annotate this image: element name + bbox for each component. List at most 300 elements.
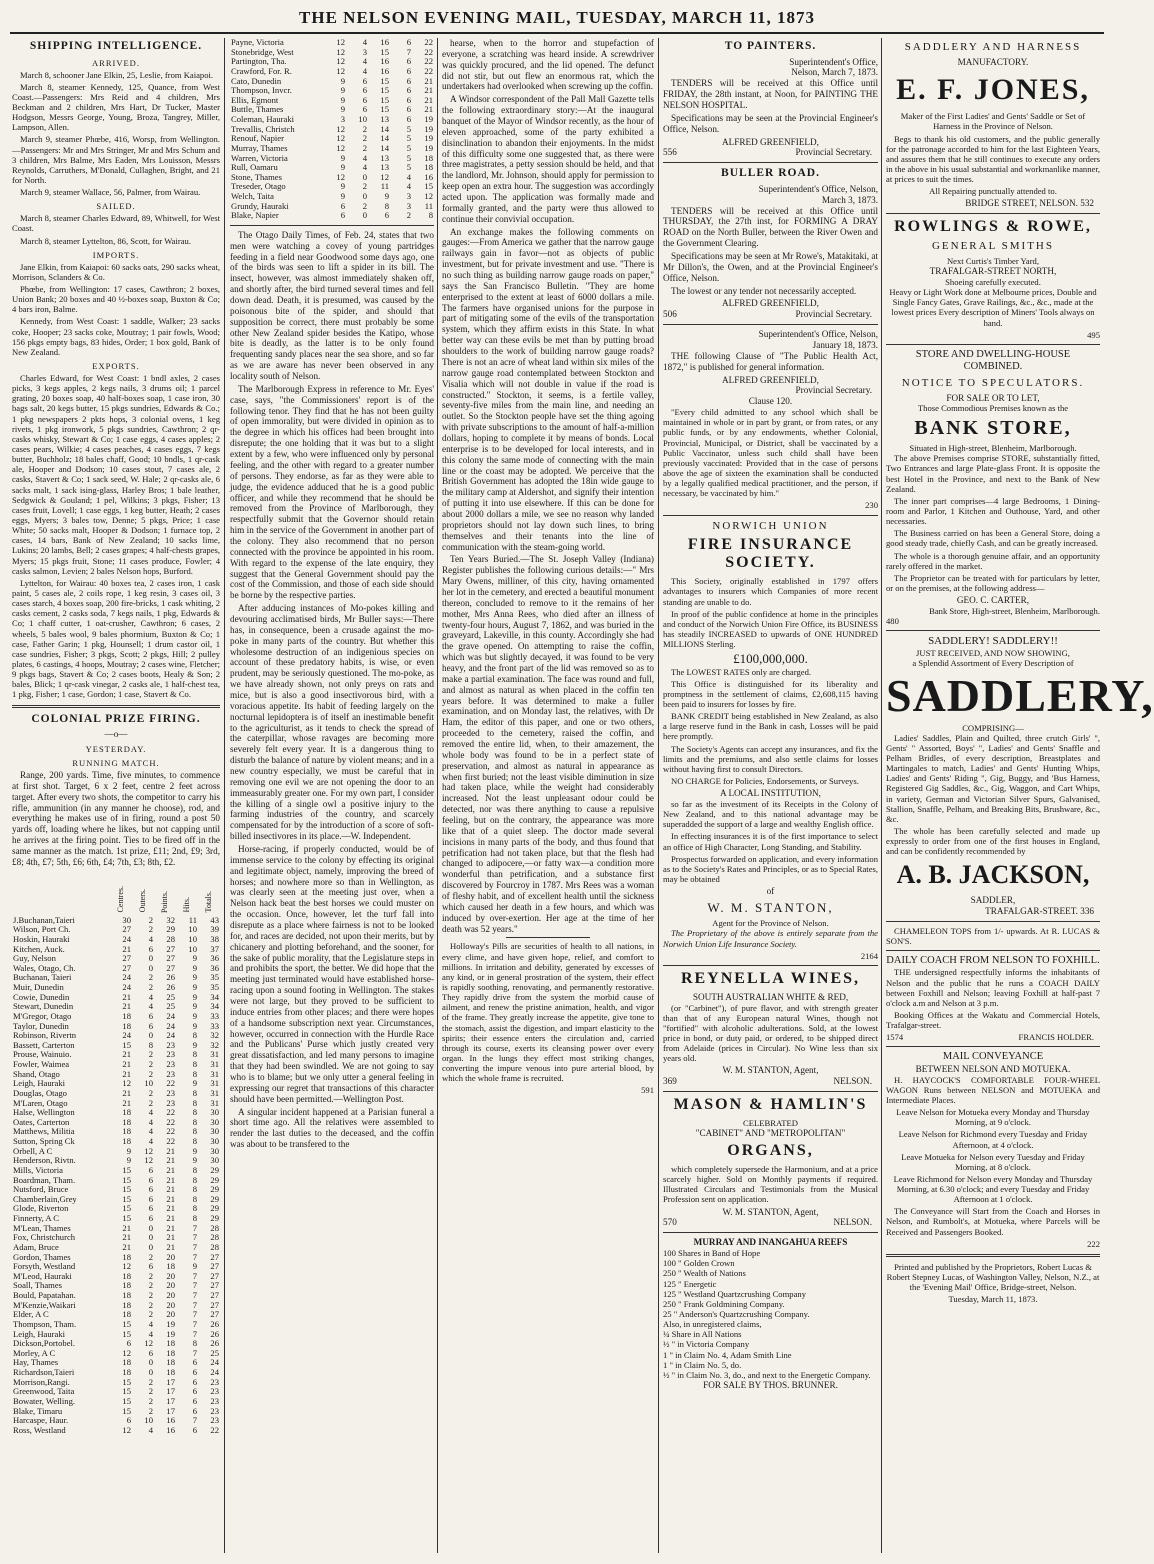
- score-cell: 21: [166, 1232, 175, 1243]
- export-entry: Lyttelton, for Wairau: 40 boxes tea, 2 cases iron, 1 cask paint, 5 cases ale, 2 coils rope, 1 keg resin, 3 cases oil, 3 cases starch, 4 boxes soap, 200 fire-bricks, 1 cask whiting, 2 casks cement, 2 casks soda, 7 kegs nails, 1 pkg, Edwards & Co; 1 chaff cutter, 1 oat-crusher, Cawthron; 6 cases, 2 wheels, 5 bales wool, 9 bales phormium, Buxton & Co; 1 case, Father Garin; 1 pkg, Hounsell; 1 drum castor oil, 1 case sundries, Fisher; 3 pkgs, Scott; 2 pkgs, Hill; 2 pulley plates, 6 castings, 4 hoops, Moutray; 2 cases wine, Fletcher; 9 pkgs bags, Stavert & Co; 2 cases boots, Healy & Son; 2 bales, Blick; 1 qr-cask vinegar, 2 casks ale, 1 half-chest tea, 1 pkg, Fisher; 1 case, Gordon; 1 case, Stavert & Co.: [12, 577, 220, 700]
- local-p3: Prospectus forwarded on application, and every information as to the Society's Rates and Principles, or as to Special Rates, may be obtained: [663, 853, 878, 885]
- score-cell: 7: [192, 1415, 197, 1426]
- score-cell: 4: [362, 152, 367, 163]
- address: TRAFALGAR-STREET.: [985, 905, 1078, 916]
- score-cell: 21: [166, 1155, 175, 1166]
- competitor-name: Prouse, Wainuio.: [13, 1049, 72, 1060]
- situated: Situated in High-street, Blenheim, Marlborough.: [909, 443, 1077, 454]
- score-cell: 5: [406, 133, 411, 144]
- mason-title: MASON & HAMLIN'S: [673, 1096, 868, 1114]
- score-cell: 21: [166, 1222, 175, 1233]
- health-text: THE following Clause of "The Public Health Act, 1872," is published for general information.: [663, 350, 878, 372]
- score-cell: 2: [362, 142, 367, 153]
- competitor-name: Grundy, Hauraki: [231, 200, 289, 211]
- score-cell: 24: [210, 1367, 219, 1378]
- saddlery-big: SADDLERY,: [886, 669, 1154, 721]
- score-cell: 21: [122, 1222, 131, 1233]
- score-cell: 20: [166, 1290, 175, 1301]
- masthead: THE NELSON EVENING MAIL, TUESDAY, MARCH 11, 1873: [299, 8, 815, 27]
- signature-title: Provincial Secretary.: [795, 385, 872, 396]
- score-cell: 32: [210, 1039, 219, 1050]
- score-cell: 4: [148, 1116, 153, 1127]
- store-p2: The inner part comprises—4 large Bedrooms, 1 Dining-room and Parlor, 1 Kitchen and Outhouse, Yard, and other necessaries.: [886, 495, 1100, 527]
- score-cell: 9: [384, 191, 389, 201]
- score-cell: 18: [122, 1357, 131, 1368]
- score-cell: 18: [122, 1116, 131, 1127]
- score-cell: 6: [406, 37, 411, 47]
- score-cell: 6: [192, 1367, 197, 1378]
- prize-rules: Range, 200 yards. Time, five minutes, to commence at first shot. Target, 6 x 2 feet, centre 2 feet across target. After every two shots, the competitor to carry his rifle, ammunition (in any manner he choose), rod, and everything he makes use of in firing, round a post 50 yards off, loading where he likes, but not capping until he arrives at the firing point. Ties to be fired off in the same manner as the match. 1st prize, £11; 2nd, £9; 3rd, £8; 4th, £7; 5th, £6; 6th, £4; 7th, £3; 8th, £2.: [12, 769, 220, 867]
- city: NELSON.: [833, 1217, 872, 1228]
- score-cell: 8: [192, 1097, 197, 1108]
- score-cell: 6: [148, 1261, 153, 1272]
- score-cell: 21: [122, 1049, 131, 1060]
- score-cell: 25: [210, 1347, 219, 1358]
- agent-city: [663, 1217, 878, 1228]
- score-cell: 2: [148, 1290, 153, 1301]
- col2-articles: [230, 230, 434, 1150]
- score-cell: 7: [192, 1347, 197, 1358]
- competitor-name: Ellis, Egmont: [231, 94, 279, 105]
- score-cell: 18: [166, 1261, 175, 1272]
- competitor-name: Kitchen, Auck.: [13, 943, 65, 954]
- score-cell: 22: [210, 1424, 219, 1435]
- local-p1: so far as the investment of its Receipts in the Colony of New Zealand, and to this national advantage may be superadded the support of a large and wealthy English office.: [663, 799, 878, 830]
- score-cell: 19: [424, 114, 433, 124]
- score-cell: 36: [210, 953, 219, 964]
- score-cell: 26: [210, 1328, 219, 1339]
- divider: [663, 162, 878, 163]
- divider: [886, 213, 1100, 214]
- share-entry: 125 " Energetic: [663, 1278, 717, 1289]
- score-cell: 3: [406, 191, 411, 201]
- score-cell: 26: [166, 982, 175, 993]
- score-cell: 15: [380, 85, 389, 96]
- score-cell: 2: [148, 914, 153, 925]
- score-cell: 22: [166, 1126, 175, 1137]
- score-cell: 9: [340, 152, 345, 163]
- share-entry: 25 " Anderson's Quartzcrushing Company.: [663, 1308, 810, 1319]
- score-cell: 30: [210, 1116, 219, 1127]
- score-cell: 6: [192, 1395, 197, 1406]
- score-cell: 21: [122, 1068, 131, 1079]
- score-cell: 23: [210, 1415, 219, 1426]
- competitor-name: Ross, Westland: [13, 1424, 66, 1435]
- score-cell: 4: [148, 1424, 153, 1435]
- address: BRIDGE STREET, NELSON.: [965, 198, 1078, 209]
- article-paragraph: hearse, when to the horror and stupefaction of everyone, a scratching was heard inside. A screwdriver was quickly procured, and the lid opened. The defunct did not stir, but out flew an enormous rat, which the undertakers had overlooked when screwing up the coffin.: [442, 38, 654, 92]
- ad-number: 532: [1080, 198, 1094, 209]
- score-cell: 0: [148, 1367, 153, 1378]
- score-cell: 16: [424, 171, 433, 182]
- score-cell: 6: [192, 1357, 197, 1368]
- reynella-sub: SOUTH AUSTRALIAN WHITE & RED,: [692, 991, 849, 1002]
- score-cell: 16: [380, 65, 389, 76]
- score-cell: 31: [210, 1097, 219, 1108]
- shipping-title: SHIPPING INTELLIGENCE.: [29, 40, 203, 52]
- yesterday-label: YESTERDAY.: [85, 743, 147, 754]
- competitor-name: Taylor, Dunedin: [13, 1020, 69, 1031]
- signature-name: ALFRED GREENFIELD,: [722, 136, 819, 147]
- score-cell: 15: [122, 1376, 131, 1387]
- score-cell: 6: [192, 1386, 197, 1397]
- score-cell: 8: [192, 1059, 197, 1070]
- competitor-name: Partington, Tha.: [231, 56, 287, 67]
- score-cell: 28: [166, 933, 175, 944]
- competitor-name: Douglas, Otago: [13, 1087, 67, 1098]
- score-cell: 5: [406, 123, 411, 134]
- score-cell: 24: [166, 1010, 175, 1021]
- score-cell: 9: [192, 1145, 197, 1156]
- schedule-entry: Leave Nelson for Richmond every Tuesday and Friday Afternoon, at 4 o'clock.: [898, 1129, 1088, 1150]
- score-cell: 8: [192, 1030, 197, 1041]
- score-cell: 4: [362, 56, 367, 67]
- local-p2: In effecting insurances it is of the first importance to select an office of High Character, Long Standing, and Stability.: [663, 831, 878, 852]
- score-cell: 8: [192, 1184, 197, 1195]
- score-cell: 20: [166, 1251, 175, 1262]
- score-cell: 22: [424, 56, 433, 67]
- score-cell: 2: [148, 1059, 153, 1070]
- score-cell: 11: [188, 914, 197, 925]
- sig-title: Provincial Secretary.: [795, 309, 872, 320]
- scores-table-1: [12, 870, 220, 1436]
- mail-between: BETWEEN NELSON AND MOTUEKA.: [915, 1063, 1071, 1074]
- score-cell: 23: [166, 1039, 175, 1050]
- holloway-ad: Holloway's Pills are securities of health to all nations, in every clime, and have given hope, relief, and comfort to millions. In irritation and debility, generated by excesses of any kind, or in general prostration of the system, their effect is rapidly soothing, renovating, and permanently restorative. They rapidly drive from the system the morbid cause of ailment, and renew the pristine animation, health, and vigor of the frame. They greatly increase the appetite, give tone to the stomach, assist the digestion, and impart elasticity to the spirits; their essence enters the circulation and, carried through its course, exerts its cleansing power over every organ. In the lungs they effect most striking changes, converting the impure venous into pure arterial blood, by which the whole frame is recruited.: [442, 941, 654, 1084]
- score-cell: 30: [210, 1136, 219, 1147]
- score-cell: 10: [188, 924, 197, 935]
- score-cell: 8: [192, 1136, 197, 1147]
- score-cell: 27: [210, 1299, 219, 1310]
- sailed-label: SAILED.: [96, 201, 136, 212]
- header-outers: Outers.: [138, 889, 148, 913]
- score-cell: 19: [424, 142, 433, 153]
- score-cell: 4: [362, 37, 367, 47]
- table-header: [154, 870, 176, 916]
- score-cell: 18: [424, 152, 433, 163]
- fire-p3: This Office is distinguished for its liberality and promptness in the settlement of claims, £2,608,115 having been paid to insurers for losses by fire.: [663, 678, 878, 710]
- conveyance-number: 222: [1087, 1238, 1100, 1249]
- score-cell: 6: [148, 1174, 153, 1185]
- score-cell: 9: [192, 1261, 197, 1272]
- article-paragraph: Horse-racing, if properly conducted, would be of immense service to the colony by effecting its original and legitimate object, namely, improving the breed of horses; and nowhere more so than in Wellington, as was clearly seen at the meeting just over, when a Nelson hack beat the best horses we could muster on the occasion. Once, however, let the turf fall into disrepute as a place where fairness is not to be looked for, and races are decided, not upon their merits, but by chicanery and plotting beforehand, and the sooner, for the sake of public morality, that the Legislature steps in and prohibits the sport, the better. We did hope that the meeting just terminated would have established horse-racing upon a sound footing in Wellington. The stakes were not large, but they proved to be sufficient to induce entries from other places; and there were hopes of a handsome subscription next year. Circumstances, however, occurred in connection with the Hurdle Race and the Publicans' Purse which justly created very great dissatisfaction, and led many persons to imagine that they had been swindled. We are not going to say who is to blame; but we only utter a general feeling in expressing our regret that transactions of this character should have been permitted.—Wellington Post.: [230, 844, 434, 1104]
- score-cell: 23: [166, 1059, 175, 1070]
- ad-number: 506: [663, 309, 677, 320]
- painters-text: TENDERS will be received at this Office until FRIDAY, the 28th instant, at Noon, for PAINTING THE NELSON HOSPITAL.: [663, 78, 878, 110]
- divider: [886, 344, 1100, 345]
- share-entry: 125 " Westland Quartzcrushing Company: [663, 1288, 806, 1299]
- score-cell: 6: [384, 210, 389, 221]
- stanton-name: W. M. STANTON,: [707, 900, 834, 916]
- score-cell: 18: [166, 1367, 175, 1378]
- score-cell: 6: [148, 1213, 153, 1224]
- divider: [663, 1232, 878, 1233]
- proprietary-note: The Proprietary of the above is entirely separate from the Norwich Union Life Insurance Society.: [663, 928, 878, 949]
- score-cell: 30: [210, 1107, 219, 1118]
- article-paragraph: The Marlborough Express in reference to Mr. Eyes' case, says, "the Commissioners' report is of the following tenor. They find that he has not been guilty of open immorality, but were divided in opinion as to the degree in which his offices had been brought into disrepute; the one holding that it was but to a slight extent by a few, who were influenced only by personal feeling, and the other with regard to a greater number of persons. They endorse, as far as they were able to judge, the evidence adduced that he is a good public officer, and while they recommend that he should be removed from the Province of Marlborough, they respectfully submit that the Governor should retain him in the service of the Government in another part of the colony. They also recommend that no person connected with the province be appointed in his room. With regard to the expense of the late enquiry, they suggest that the General Government should pay the cost of the Commission, and those of each side should be borne by the respective parties.: [230, 383, 434, 601]
- score-cell: 23: [210, 1395, 219, 1406]
- score-cell: 7: [192, 1251, 197, 1262]
- holder-name: FRANCIS HOLDER.: [1018, 1032, 1094, 1043]
- score-cell: 24: [122, 933, 131, 944]
- score-cell: 15: [380, 94, 389, 105]
- imprint-date: Tuesday, March 11, 1873.: [948, 1294, 1038, 1305]
- article-paragraph: A singular incident happened at a Parisian funeral a short time ago. All the relatives were assembled to render the last duties to the deceased, and the coffin was about to be transfered to the: [230, 1106, 434, 1150]
- score-cell: 20: [166, 1299, 175, 1310]
- competitor-name: Blake, Napier: [231, 210, 279, 221]
- score-cell: 32: [210, 1030, 219, 1041]
- score-cell: 19: [166, 1328, 175, 1339]
- health-date: January 18, 1873.: [812, 340, 878, 351]
- score-cell: 29: [210, 1184, 219, 1195]
- score-cell: 43: [210, 914, 219, 925]
- competitor-name: Henderson, Rivtn.: [13, 1155, 76, 1166]
- stanton-agent-line: W. M. STANTON, Agent,: [722, 1206, 819, 1217]
- score-cell: 14: [380, 133, 389, 144]
- score-cell: 28: [210, 1232, 219, 1243]
- competitor-name: Robinson, Rivertn: [13, 1030, 77, 1041]
- score-cell: 20: [166, 1280, 175, 1291]
- score-cell: 9: [340, 75, 345, 86]
- score-cell: 31: [210, 1049, 219, 1060]
- table-header: [198, 870, 220, 916]
- score-cell: 12: [336, 123, 345, 134]
- competitor-name: Wales, Otago, Ch.: [13, 962, 76, 973]
- score-cell: 6: [406, 85, 411, 96]
- stanton-agent-line: W. M. STANTON, Agent,: [722, 1065, 819, 1076]
- share-entry: ½ " in Claim No. 3, do., and next to the Energetic Company.: [663, 1369, 871, 1380]
- score-cell: 27: [166, 943, 175, 954]
- score-cell: 25: [166, 1001, 175, 1012]
- score-cell: 2: [362, 200, 367, 211]
- score-cell: 15: [122, 1193, 131, 1204]
- score-cell: 29: [210, 1164, 219, 1175]
- score-cell: 27: [210, 1251, 219, 1262]
- header-hits: Hits.: [182, 897, 192, 913]
- score-cell: 21: [122, 1087, 131, 1098]
- score-cell: 10: [358, 114, 367, 124]
- score-cell: 2: [148, 1251, 153, 1262]
- score-cell: 35: [210, 982, 219, 993]
- share-entry: Also, in unregistered claims,: [663, 1319, 762, 1330]
- score-cell: 23: [166, 1097, 175, 1108]
- score-cell: 2: [148, 1405, 153, 1416]
- score-cell: 20: [166, 1270, 175, 1281]
- score-cell: 4: [362, 65, 367, 76]
- score-cell: 22: [166, 1107, 175, 1118]
- curtis: Next Curtis's Timber Yard,: [946, 256, 1040, 267]
- score-cell: 7: [192, 1290, 197, 1301]
- score-cell: 2: [148, 1270, 153, 1281]
- buller-title: BULLER ROAD.: [721, 167, 820, 180]
- score-cell: 29: [210, 1174, 219, 1185]
- import-entry: Phœbe, from Wellington: 17 cases, Cawthron; 2 boxes, Union Bank; 20 boxes and 40 ½-boxes soap, Buxton & Co; 4 bars iron, Balme.: [12, 284, 220, 315]
- score-cell: 8: [192, 1087, 197, 1098]
- competitor-name: Hoskin, Hauraki: [13, 933, 70, 944]
- score-cell: 8: [192, 1193, 197, 1204]
- col3-articles: [442, 38, 654, 934]
- score-cell: 6: [148, 1184, 153, 1195]
- competitor-name: Bowater, Welling.: [13, 1395, 76, 1406]
- score-cell: 23: [210, 1386, 219, 1397]
- score-cell: 27: [122, 962, 131, 973]
- score-cell: 2: [148, 1299, 153, 1310]
- competitor-name: Thompson, Invcr.: [231, 85, 292, 96]
- clause-label: Clause 120.: [748, 396, 793, 407]
- score-cell: 26: [166, 972, 175, 983]
- competitor-name: Bassett, Carterton: [13, 1039, 75, 1050]
- competitor-name: Thompson, Tham.: [13, 1318, 77, 1329]
- store-p1: The above Premises comprise STORE, substantially fitted, Two Entrances and large Plate-glass Front. It is opposite the best Hotel in the Province, and next to the Bank of New Zealand.: [886, 453, 1100, 494]
- divider: [663, 515, 878, 516]
- clause-number: 230: [865, 500, 878, 511]
- table-row: [230, 211, 434, 221]
- buller-lowest: The lowest or any tender not necessarily accepted.: [671, 285, 857, 296]
- score-cell: 35: [210, 972, 219, 983]
- article-paragraph: After adducing instances of Mo-pokes killing and devouring acclimatised birds, Mr Buller says:—There has, in consequence, been a crusade against the mo-poke in many parts of the country. But whether this wholesome destruction of an indigenious species on account of these predatory habits, is wise, or even prudent, may be seriously questioned. The mo-poke, as we have already shown, not only preys on rats and mice, but is also a good insectivorous bird, with a voracious appetite. Its habit of feeding largely on the nocturnal lepidoptera is of itself an inestimable benefit to the agriculturist, as it tends to check the spread of the caterpillar, whose ravages are becoming more severely felt every year. It is a dangerous thing to disturb the balance of nature by violent means; and in a new country especially, we must be careful that in removing one evil we are not opening the door to an immeasurably greater one. For my own part, I consider the killing of a single owl a positive injury to the farming industries of the country, and scarcely compensated for by the introduction of a score of soft-billed insectivores in its place.—W. Independent.: [230, 603, 434, 842]
- score-cell: 9: [192, 991, 197, 1002]
- competitor-name: Payne, Victoria: [231, 37, 284, 47]
- score-cell: 33: [210, 1020, 219, 1031]
- score-cell: 9: [340, 104, 345, 115]
- carter-address: Bank Store, High-street, Blenheim, Marlborough.: [929, 606, 1100, 617]
- norwich-label: NORWICH UNION: [712, 519, 829, 532]
- column-5: [886, 38, 1154, 1553]
- score-cell: 8: [192, 1049, 197, 1060]
- score-cell: 6: [340, 200, 345, 211]
- score-cell: 15: [122, 1405, 131, 1416]
- score-cell: 0: [148, 1232, 153, 1243]
- competitor-name: Crawford, For. R.: [231, 65, 292, 76]
- haycock-text: H. HAYCOCK'S COMFORTABLE FOUR-WHEEL WAGON Runs between NELSON and MOTUEKA and Intermediate Places.: [886, 1074, 1100, 1105]
- competitor-name: Chamberlain,Grey: [13, 1193, 77, 1204]
- export-entry: Charles Edward, for West Coast: 1 bndl axles, 2 cases picks, 3 kegs apples, 2 kegs nails, 3 drums oil; 1 parcel grating, 20 boxes soap, 40 half-boxes soap, 1 case iron, 30 bags salt, 20 kegs butter, 15 pkgs sundries, Edwards & Co.; 1 pkg newspapers 2 pkts hops, 3 colonial ovens, 1 keg rivets, 1 pkg ironwork, 5 pkgs sundries, Cawthron; 2 qr-casks whisky, Stewart & Co; 1 case eggs, 4 cases apples; 2 cases pears, Wilkie; 4 cases peaches, 4 cases eggs, 7 kegs butter, Buchholz; 18 bales chaff, Good; 10 bndls, 1 qr-cask ale, Hooper and Dodson; 10 cases stout, 7 cases ale, 2 casks, Stavert & Co; 1 sack seed, W. Hale; 2 qr-casks ale, 6 sacks malt, 1 sack ising-glass, Harley Bros; 1 bale leather, Sedgwick & Gouland; 1 pel, Wilkins; 3 pkgs, Fisher; 13 cases fruit, Lovell; 1 case eggs, 1 keg butter, Heath; 2 cases eggs, Myers; 3 bales tow, Denne; 5 pkgs, Price; 1 case White; 50 sacks malt, Hooper & Dodson; 1 furnace top, 2 cases, 14 bars, Bank of New Zealand; 10 sacks lime, Lukins; 20 lambs, Bell; 2 cases grapes; 4 half-chests grapes, Myers; 15 pkgs fruit, Stone; 11 cases produce, Fowler; 4 casks salmon, Levien; 2 bales Nelson hops, Burford.: [12, 373, 220, 576]
- column-divider: [437, 38, 438, 1553]
- score-cell: 8: [192, 1338, 197, 1349]
- ad-number: 1574: [886, 1032, 904, 1043]
- ad-number: 570: [663, 1217, 677, 1228]
- score-cell: 9: [126, 1155, 131, 1166]
- score-cell: 12: [144, 1145, 153, 1156]
- fire-p5: The Society's Agents can accept any insurances, and fix the limits and the premiums, and also settle claims for losses without having first to consult Directors.: [663, 743, 878, 774]
- score-cell: 20: [166, 1309, 175, 1320]
- scores-table-2: [230, 38, 434, 221]
- score-cell: 8: [192, 1126, 197, 1137]
- stanton-agent: Agent for the Province of Nelson.: [712, 918, 829, 929]
- score-cell: 3: [340, 114, 345, 124]
- booking: Booking Offices at the Wakatu and Commercial Hotels, Trafalgar-street.: [886, 1010, 1100, 1031]
- score-cell: 19: [424, 133, 433, 144]
- score-cell: 6: [148, 1010, 153, 1021]
- competitor-name: Boardman, Tham.: [13, 1174, 76, 1185]
- table-header-name: [12, 870, 110, 916]
- health-office: Superintendent's Office, Nelson,: [758, 329, 878, 340]
- competitor-name: Buchanan, Taieri: [13, 972, 72, 983]
- score-cell: 2: [362, 181, 367, 192]
- fire-amount: £100,000,000.: [733, 651, 808, 667]
- score-cell: 12: [122, 1261, 131, 1272]
- notice: NOTICE TO SPECULATORS.: [901, 376, 1085, 389]
- score-cell: 5: [406, 142, 411, 153]
- sig-title: Provincial Secretary.: [795, 147, 872, 158]
- score-cell: 9: [192, 982, 197, 993]
- score-cell: 10: [144, 1078, 153, 1089]
- mason-cabinet: "CABINET" AND "METROPOLITAN": [695, 1128, 846, 1139]
- buller-spec: Specifications may be seen at Mr Rowe's, Matakitaki, at Mr Dillon's, the Owen, and at the Provincial Engineer's Office, Nelson.: [663, 251, 878, 283]
- article-paragraph: Ten Years Buried.—The St. Joseph Valley (Indiana) Register publishes the following curious details:—" Mrs Mary Owens, milliner, of this city, having ornamented her lot in the cemetery, and erected a beautiful monument thereon, concluded to remove to it the remains of her mother, Mrs Anna Rees, who died after an illness of twenty-four hours, August 7, 1862, and was buried in the graveyard, Lakeville, in this county. Accordingly she had the grave opened. On attempting to raise the coffin, which was but slightly decayed, it was found to be very heavy, and the front part of the lid was removed so as to make a partial examination. The face was round and full, and almost as natural as when placed in the coffin ten years before. It was determined to make a fuller examination, and on Monday last, the relatives, with Dr Ham, the editor of this paper, and one or two others, proceeded to the cemetery, raised the coffin, and removed the entire lid, when, to their amazement, the whole body was found to be in a perfect state of preservation, and almost as natural in appearance as when first buried; not the least visible diminution in size had taken place, while the weight had considerably increased. Not the least unpleasant odour could be detected, nor was there anything to cause a repulsive feeling, but on the contrary, the appearance was more like that of a quiet sleep. The doctor made several incisions in many parts of the body, and thus found that petrification had not taken place, but that the flesh had changed to adipocere,—or fatty wax—a condition more wonderful than petrification, and a substance first discovered by Fourcroy in 1787. Mrs Rees was a woman of fleshy habit, and of excellent health until the sickness which caused her death in a few hours, and which was induced by over-exertion. Her age at the time of her death was 52 years.": [442, 554, 654, 934]
- holloway-number: 591: [641, 1085, 654, 1096]
- score-cell: 16: [166, 1415, 175, 1426]
- column-divider: [224, 38, 225, 1553]
- for-sale: FOR SALE BY THOS. BRUNNER.: [703, 1379, 838, 1390]
- score-cell: 27: [122, 953, 131, 964]
- score-cell: 6: [406, 114, 411, 124]
- score-cell: 10: [188, 943, 197, 954]
- saddlery-exclaim: SADDLERY! SADDLERY!!: [928, 635, 1058, 648]
- coach-text: THE undersigned respectfully informs the inhabitants of Nelson and the public that he runs a COACH DAILY between Foxhill and Nelson; leaving Foxhill at half-past 7 o'clock a.m and Nelson at 3 p.m.: [886, 967, 1100, 1008]
- score-cell: 36: [210, 962, 219, 973]
- competitor-name: M'Laren, Otago: [13, 1097, 68, 1108]
- carter-name: GEO. C. CARTER,: [956, 595, 1030, 606]
- imports-list: [12, 262, 220, 357]
- premises: Those Commodious Premises known as the: [917, 403, 1069, 414]
- score-cell: 2: [148, 982, 153, 993]
- score-cell: 9: [340, 162, 345, 173]
- header-centres: Centres.: [116, 886, 126, 913]
- competitor-name: Warren, Victoria: [231, 152, 288, 163]
- share-entry: 100 " Golden Crown: [663, 1258, 735, 1269]
- heavy-work: Heavy or Light Work done at Melbourne prices, Double and Single Fancy Gates, Grave Railings, &c., &c., made at the lowest prices Every description of Miners' Tools always on hand.: [889, 287, 1097, 328]
- score-cell: 18: [122, 1126, 131, 1137]
- column-4: [663, 38, 878, 1553]
- score-cell: 13: [380, 162, 389, 173]
- score-cell: 22: [424, 65, 433, 76]
- ad-number: 336: [1080, 905, 1094, 916]
- score-cell: 18: [122, 1299, 131, 1310]
- score-cell: 9: [192, 1001, 197, 1012]
- score-cell: 13: [380, 114, 389, 124]
- score-cell: 0: [148, 1241, 153, 1252]
- score-cell: 29: [210, 1203, 219, 1214]
- score-cell: 4: [148, 1001, 153, 1012]
- competitor-name: Gordon, Thames: [13, 1251, 71, 1262]
- mason-celebrated: CELEBRATED: [743, 1118, 798, 1129]
- score-cell: 15: [122, 1395, 131, 1406]
- divider: [663, 1091, 878, 1092]
- score-cell: 18: [122, 1107, 131, 1118]
- score-cell: 18: [166, 1338, 175, 1349]
- score-cell: 12: [122, 1078, 131, 1089]
- prize-title: COLONIAL PRIZE FIRING.: [31, 712, 201, 725]
- score-cell: 7: [192, 1318, 197, 1329]
- score-cell: 12: [144, 1338, 153, 1349]
- store-p4: The whole is a thorough genuine affair, and an opportunity rarely offered in the market.: [886, 550, 1100, 571]
- jones-name: E. F. JONES,: [896, 72, 1090, 106]
- agent-city: [663, 1076, 878, 1087]
- competitor-name: Hay, Thames: [13, 1357, 59, 1368]
- ad-number: 556: [663, 147, 677, 158]
- score-cell: 18: [122, 1010, 131, 1021]
- score-cell: 6: [126, 1415, 131, 1426]
- city: NELSON.: [833, 1076, 872, 1087]
- mail-title: MAIL CONVEYANCE: [942, 1051, 1044, 1063]
- jones-p1: Maker of the First Ladies' and Gents' Saddle or Set of Harness in the Province of Nelson.: [900, 111, 1086, 132]
- score-cell: 30: [210, 1126, 219, 1137]
- score-cell: 6: [406, 94, 411, 105]
- score-cell: 18: [166, 1347, 175, 1358]
- score-cell: 23: [166, 1068, 175, 1079]
- score-cell: 21: [424, 104, 433, 115]
